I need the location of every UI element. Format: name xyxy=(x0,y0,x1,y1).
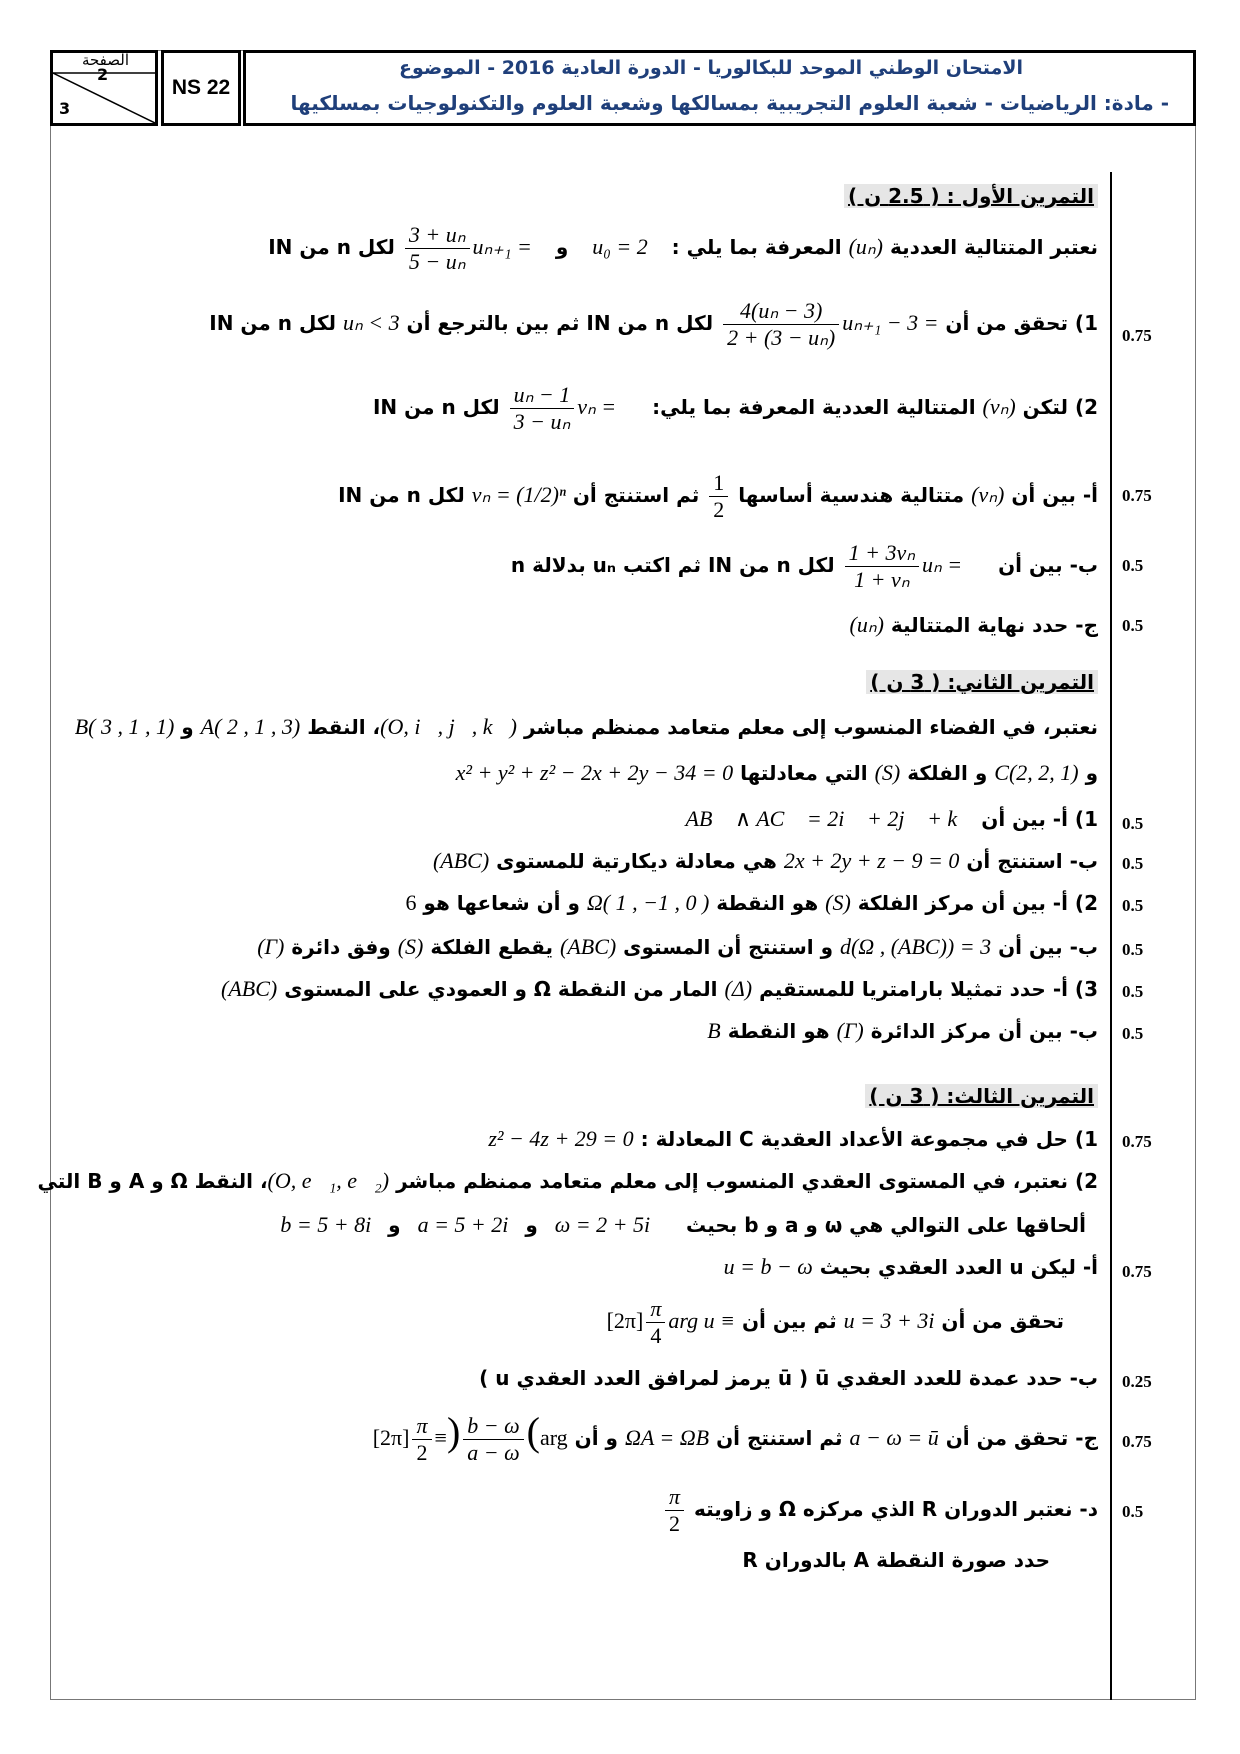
ex1-intro: نعتبر المتتالية العددية (uₙ) المعرفة بما يلي : u₀ = 2 و uₙ₊₁ = $\frac{\text{3 + uₙ}}{\text{5 − uₙ}}$ لكل n من IN xyxy=(268,222,1098,274)
exam-code-box xyxy=(161,50,241,126)
page-number-box xyxy=(50,50,158,126)
exam-title-line2: - مادة: الرياضيات - شعبة العلوم التجريبية بمسالكها وشعبة العلوم والتكنولوجيات بمسلكيها xyxy=(290,91,1169,115)
ex3-q2-line1: 2) نعتبر، في المستوى العقدي المنسوب إلى معلم متعامد ممنظم مباشر (O, e⃗₁, e⃗₂)، النقط Ω و A و B التي xyxy=(37,1168,1098,1193)
ex3-qb: ب- حدد عمدة للعدد العقدي ū ( ū يرمز لمرافق العدد العقدي u ) xyxy=(479,1366,1098,1390)
score-ex1-qc: 0.5 xyxy=(1122,616,1144,635)
ex1-q2: 2) لتكن (vₙ) المتتالية العددية المعرفة بما يلي: vₙ = $\frac{\text{uₙ − 1}}{\text{3 − uₙ}}$ لكل n من IN xyxy=(372,382,1098,434)
ex2-q3a: 3) أ- حدد تمثيلا بارامتريا للمستقيم (Δ) المار من النقطة Ω و العمودي على المستوى (ABC) xyxy=(221,976,1098,1001)
ex2-q1b: ب- استنتج أن 2x + 2y + z − 9 = 0 هي معادلة ديكارتية للمستوى (ABC) xyxy=(432,848,1098,873)
score-ex2-q2b: 0.5 xyxy=(1122,940,1144,959)
score-ex3-qa: 0.75 xyxy=(1122,1262,1152,1281)
ex2-intro-line1: نعتبر، في الفضاء المنسوب إلى معلم متعامد ممنظم مباشر (O, i⃗, j⃗, k⃗)، النقط A( 2 , 1 , 3) و B( 3 , 1 , 1) xyxy=(74,714,1098,739)
ex3-qd-line2: حدد صورة النقطة A بالدوران R xyxy=(742,1548,1050,1572)
ex2-q1a: 1) أ- بين أن AB⃗ ∧ AC⃗ = 2i⃗ + 2j⃗ + k⃗ xyxy=(685,806,1098,831)
ex3-qc: ج- تحقق من أن a − ω = ū ثم استنتج أن ΩA = ΩB و أن arg( $\frac{b - \omega}{a - \omega}$ )≡ $\frac{\pi}{2}$ [2π] xyxy=(372,1409,1098,1465)
score-column-divider xyxy=(1110,172,1112,1700)
score-ex2-q1a: 0.5 xyxy=(1122,814,1144,833)
ex1-title: التمرين الأول : ( 2.5 ن ) xyxy=(844,184,1098,208)
ex3-title: التمرين الثالث: ( 3 ن ) xyxy=(865,1084,1098,1108)
score-ex3-qd: 0.5 xyxy=(1122,1502,1144,1521)
ex2-intro-line2: و C(2, 2, 1) و الفلكة (S) التي معادلتها x² + y² + z² − 2x + 2y − 34 = 0 xyxy=(455,760,1098,785)
page-number: 2 xyxy=(97,65,109,84)
score-ex1-qa: 0.75 xyxy=(1122,486,1152,505)
score-ex2-q3b: 0.5 xyxy=(1122,1024,1144,1043)
ex3-q1: 1) حل في مجموعة الأعداد العقدية C المعادلة : z² − 4z + 29 = 0 xyxy=(488,1126,1098,1151)
ex2-q2b: ب- بين أن d(Ω , (ABC)) = 3 و استنتج أن المستوى (ABC) يقطع الفلكة (S) وفق دائرة (Γ) xyxy=(257,934,1098,959)
score-ex3-qb: 0.25 xyxy=(1122,1372,1152,1391)
page-total: 3 xyxy=(59,99,71,118)
ex1-qb: ب- بين أن uₙ = $\frac{\text{1 + 3vₙ}}{\text{1 + vₙ}}$ لكل n من IN ثم اكتب uₙ بدلالة n xyxy=(510,540,1098,592)
ex2-title: التمرين الثاني: ( 3 ن ) xyxy=(866,670,1098,694)
score-ex3-qc: 0.75 xyxy=(1122,1432,1152,1451)
ex1-qc: ج- حدد نهاية المتتالية (uₙ) xyxy=(849,612,1098,637)
score-ex1-qb: 0.5 xyxy=(1122,556,1144,575)
ex2-q3b: ب- بين أن مركز الدائرة (Γ) هو النقطة B xyxy=(707,1018,1098,1043)
ex1-qa: أ- بين أن (vₙ) متتالية هندسية أساسها $\frac{1}{2}$ ثم استنتج أن vₙ = (1/2)ⁿ لكل n من IN xyxy=(338,470,1098,522)
exam-code: NS 22 xyxy=(171,76,231,99)
exam-title-box xyxy=(243,50,1196,126)
ex3-qa: أ- ليكن u العدد العقدي بحيث u = b − ω xyxy=(723,1254,1098,1279)
page-label: الصفحة xyxy=(81,51,129,69)
ex3-q2-line2: ألحاقها على التوالي هي ω و a و b بحيث ω = 2 + 5i و a = 5 + 2i و b = 5 + 8i xyxy=(280,1212,1086,1237)
ex3-qd: د- نعتبر الدوران R الذي مركزه Ω و زاويته $\frac{\pi}{2}$ xyxy=(662,1484,1098,1537)
ex2-q2a: 2) أ- بين أن مركز الفلكة (S) هو النقطة Ω( 1 , −1 , 0 ) و أن شعاعها هو 6 xyxy=(405,890,1098,915)
score-ex3-q1: 0.75 xyxy=(1122,1132,1152,1151)
exam-title-line1: الامتحان الوطني الموحد للبكالوريا - الدورة العادية 2016 - الموضوع xyxy=(399,57,1023,79)
ex3-qa-line2: تحقق من أن u = 3 + 3i ثم بين أن arg u ≡ $\frac{\pi}{4}$ [2π] xyxy=(606,1296,1064,1348)
score-ex1-q1: 0.75 xyxy=(1122,326,1152,345)
score-ex2-q3a: 0.5 xyxy=(1122,982,1144,1001)
score-ex2-q2a: 0.5 xyxy=(1122,896,1144,915)
score-ex2-q1b: 0.5 xyxy=(1122,854,1144,873)
ex1-q1: 1) تحقق من أن uₙ₊₁ − 3 = $\frac{\text{4(uₙ − 3)}}{\text{2 + (3 − uₙ)}}$ لكل n من IN ثم بين بالترجع أن uₙ < 3 لكل n من IN xyxy=(209,298,1098,350)
